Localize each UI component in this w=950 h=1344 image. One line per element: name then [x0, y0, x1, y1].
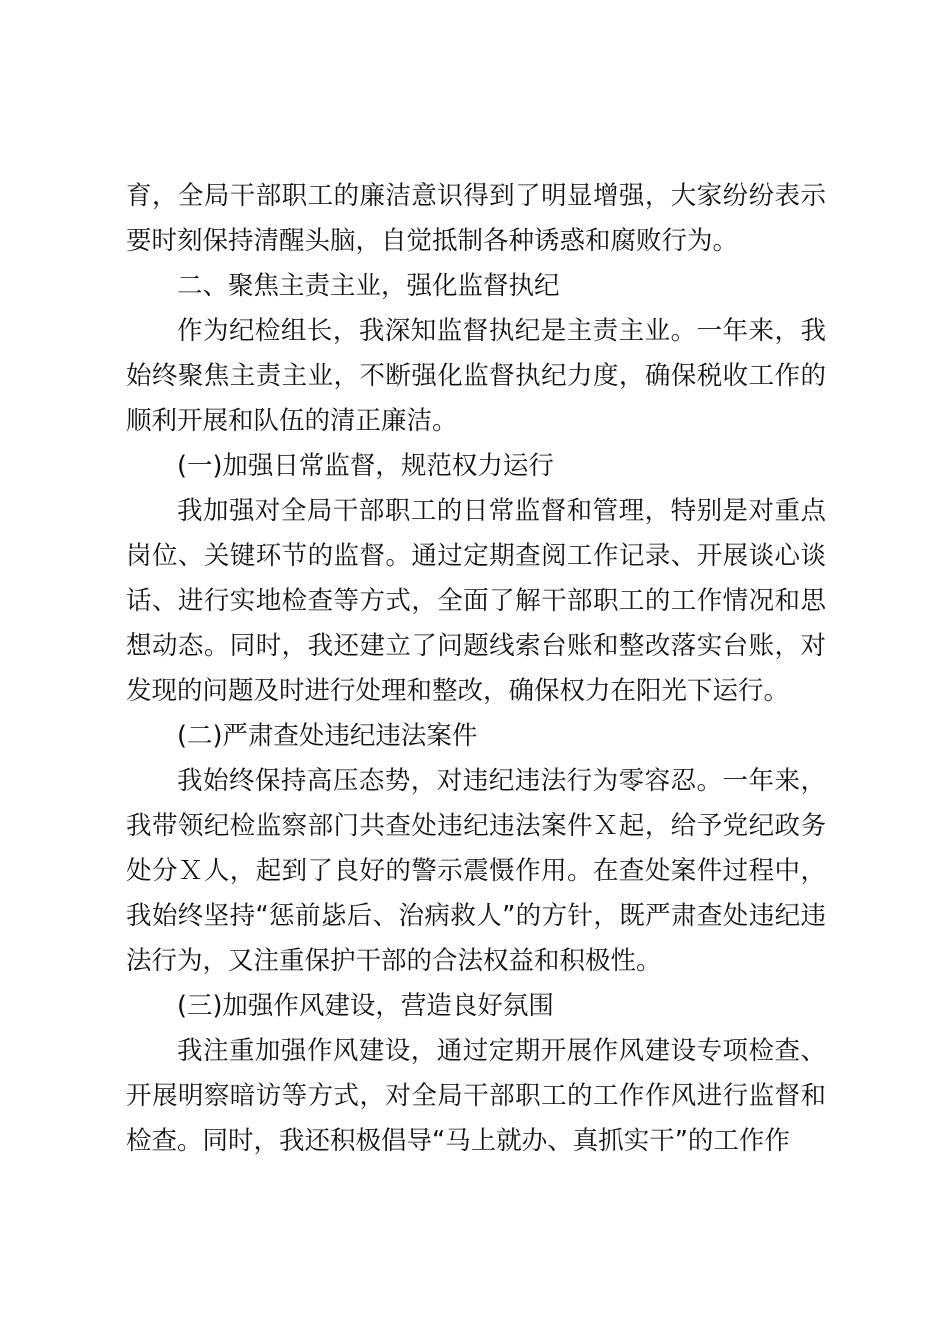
section-heading: 二、聚焦主责主业，强化监督执纪 [177, 271, 560, 301]
text-line: 开展明察暗访等方式，对全局干部职工的工作作风进行监督和 [126, 1081, 826, 1111]
text-line: 话、进行实地检查等方式，全面了解干部职工的工作情况和思 [126, 586, 826, 616]
text-line: 岗位、关键环节的监督。通过定期查阅工作记录、开展谈心谈 [126, 541, 826, 571]
text-line: 我注重加强作风建设，通过定期开展作风建设专项检查、 [177, 1036, 826, 1066]
text-line: 育，全局干部职工的廉洁意识得到了明显增强，大家纷纷表示 [126, 181, 826, 211]
text-line: 作为纪检组长，我深知监督执纪是主责主业。一年来，我 [177, 316, 826, 346]
subsection-heading: (二)严肃查处违纪违法案件 [177, 721, 478, 751]
subsection-heading: (三)加强作风建设，营造良好氛围 [177, 991, 554, 1021]
text-line: 我始终保持高压态势，对违纪违法行为零容忍。一年来， [177, 766, 826, 796]
subsection-heading: (一)加强日常监督，规范权力运行 [177, 451, 554, 481]
text-line: 我带领纪检监察部门共查处违纪违法案件Ｘ起，给予党纪政务 [126, 811, 826, 841]
text-line: 始终聚焦主责主业，不断强化监督执纪力度，确保税收工作的 [126, 361, 826, 391]
text-line: 我始终坚持“惩前毖后、治病救人”的方针，既严肃查处违纪违 [126, 901, 826, 931]
text-line: 要时刻保持清醒头脑，自觉抵制各种诱惑和腐败行为。 [126, 226, 739, 256]
text-line: 发现的问题及时进行处理和整改，确保权力在阳光下运行。 [126, 676, 790, 706]
text-line: 检查。同时，我还积极倡导“马上就办、真抓实干”的工作作 [126, 1126, 790, 1156]
text-line: 顺利开展和队伍的清正廉洁。 [126, 406, 458, 436]
document-body [126, 174, 826, 1164]
text-line: 我加强对全局干部职工的日常监督和管理，特别是对重点 [177, 496, 826, 526]
text-line: 法行为，又注重保护干部的合法权益和积极性。 [126, 946, 662, 976]
text-line: 处分Ｘ人，起到了良好的警示震慑作用。在查处案件过程中， [126, 856, 826, 886]
text-line: 想动态。同时，我还建立了问题线索台账和整改落实台账，对 [126, 631, 826, 661]
